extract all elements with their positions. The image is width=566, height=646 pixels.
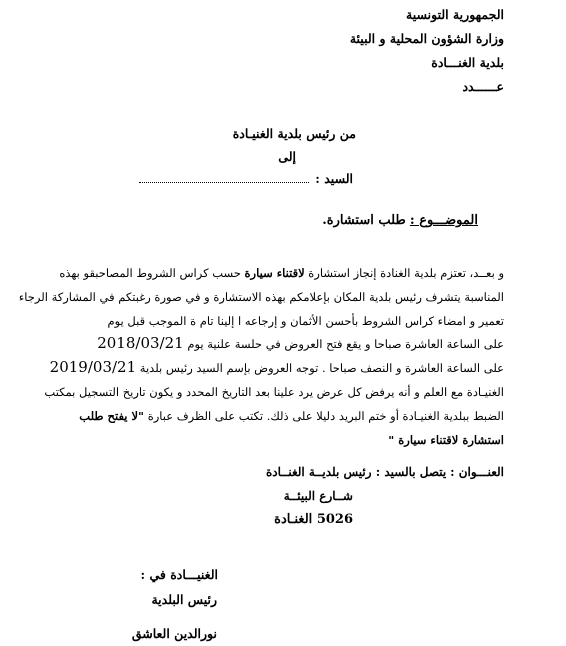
body-line-7 [59,409,504,423]
date-deadline: 2018/03/21 [97,334,184,352]
date-opening: 2019/03/21 [49,358,137,376]
closing-place: الغنيـــادة في : [140,567,218,582]
body-text: على الساعة العاشرة صباحا و يقع فتح العروض في حلسة علنية يوم [187,337,504,351]
body-text: حسب كراس الشروط المصاحبقو بهذه [59,266,241,280]
address-line-1 [266,465,504,479]
address-street: شــارع البيئــة [283,489,353,503]
body-text: الضبط ببلدية الغنيـادة أو ختم البريد دليلا على ذلك. تكتب على الظرف عبارة [147,409,504,423]
address-contact: يتصل بالسيد : رئيس بلديــة الغنــادة [266,465,447,479]
closing-name: نورالدين العاشق [131,626,217,641]
body-text: على الساعة العاشرة و النصف صباحا . توجه العروض بإسم السيد رئيس بلدية [139,361,504,375]
body-line-6: الغنيـادة مع العلم و أنه يرفض كل عرض يرد علينا بعد التاريخ المحدد و يكون تاريخ التسجيل بمكتب [44,385,504,399]
closing-title: رئيس البلدية [151,592,217,607]
recipient-line [139,171,353,186]
header-ministry: وزارة الشؤون المحلية و البيئة [349,31,504,46]
body-bold-text: لاقتناء سيارة [244,266,305,280]
body-line-5 [49,358,504,376]
recipient-dotted-line [139,172,309,183]
body-line-4 [59,334,504,352]
header-number: عــــــدد [462,79,504,94]
from-line: من رئيس بلدية الغنيـادة [232,126,356,141]
body-line-8: استشارة لاقتناء سيارة " [388,433,504,447]
body-text: و بعــد، تعتزم بلدية الغنادة إنجاز استشارة [308,266,504,280]
address-city: 5026 الغنـادة [274,512,353,527]
recipient-label: السيد : [315,171,353,186]
body-line-1 [59,266,504,280]
body-bold-text: "لا يفتح طلب [79,409,145,423]
subject-line [322,213,478,228]
header-municipality: بلدية الغنـــادة [431,55,504,70]
to-line: إلى [278,149,296,164]
body-line-2: المناسبة يتشرف رئيس بلدية المكان بإعلامكم بهذه الاستشارة و في صورة رغبتكم في المشاركة الرجاء [18,290,504,304]
address-label: العنـــوان : [450,465,504,479]
subject-text: طلب استشارة. [322,213,406,228]
subject-label: الموضـــوع : [409,213,478,228]
body-line-3: تعمير و امضاء كراس الشروط بأحسن الأثمان و إرجاعه ا إلينا تام ة الموجب قبل يوم [107,314,504,328]
header-country: الجمهورية التونسية [406,7,504,22]
